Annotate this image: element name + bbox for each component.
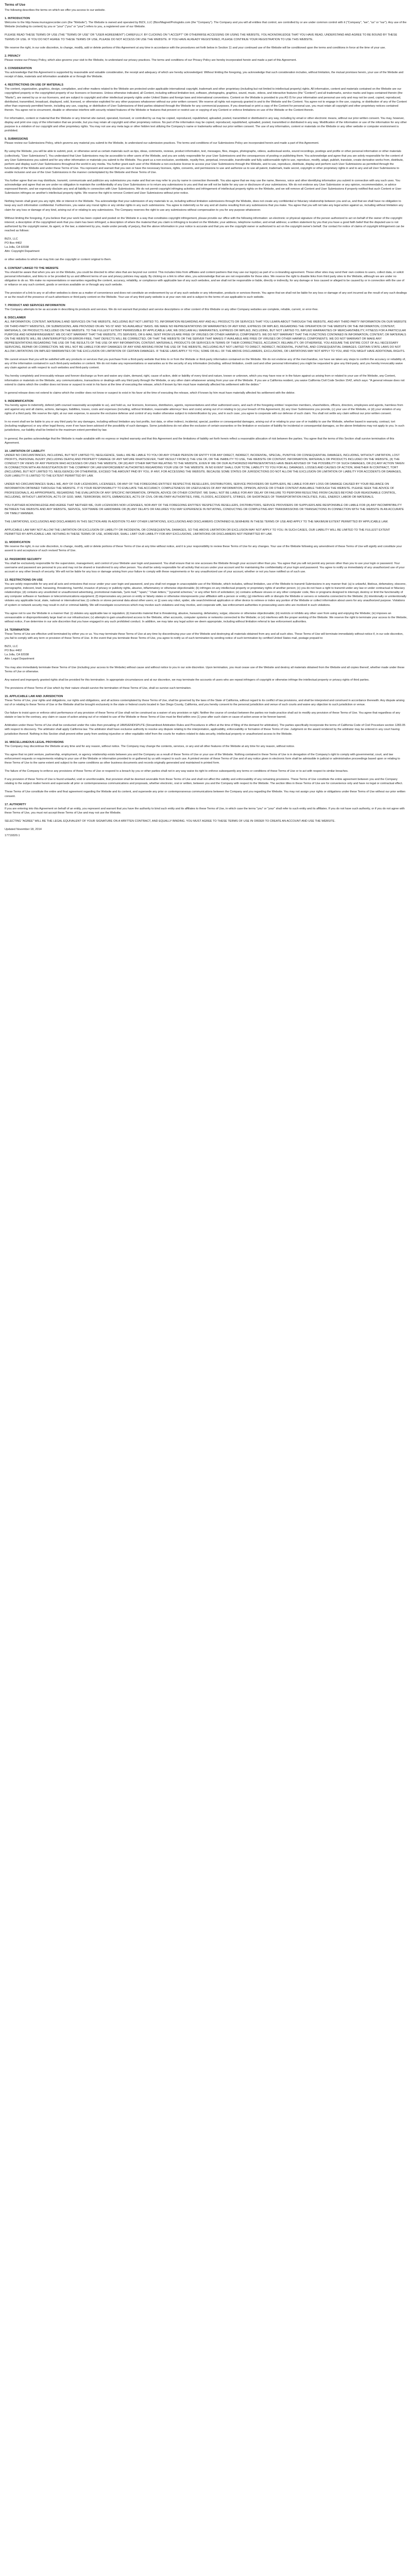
paragraph: You acknowledge that this Agreement is supported by reasonable and valuable consideration, the receipt and adequacy of which are hereby acknowledged. Without limiting the foregoing, you acknowledge that such consideration includes, without limitation, the mutual promises herein, your use of the Website and receipt of data, materials and information available at or through the Website. — [5, 71, 404, 79]
section-heading: 13. RESTRICTIONS ON USE — [5, 578, 43, 582]
paragraph: If you are entering into this Agreement on behalf of an entity, you represent and warrant that you have the authority to bind such entity and its affiliates to these Terms of Use, in which case the terms "you" or "your" shall refer to such entity and its affiliates. If you do not have such authority, or if you do not agree with these Terms of Use, you must not accept these Terms of Use and may not use the Website. — [5, 807, 405, 815]
paragraph: By using the Website, you will be able to submit, post, or otherwise send us certain materials such as tips, ideas, comments, reviews, product information, text, messages, files, images, photographs, videos, audiovisual works, sound recordings, postings and profile or other personal information or other materials (collectively, "User Submissions"). You understand that User Submissions may be accessible to other users of the Website, and you are solely responsible for your User Submissions and the consequences of posting or publishing them. You acknowledge and agree that you are solely responsible for the content of any User Submissions you submit and for any other information or materials you submit to the Website. You grant us a non-exclusive, worldwide, royalty-free, perpetual, irrevocable, transferable and fully sublicensable right to use, reproduce, modify, adapt, publish, translate, create derivative works from, distribute, perform and display such User Submissions throughout the world in any media. You further grant each user of the Website a non-exclusive license to access your User Submissions through the Website, and to use, reproduce, distribute, display and perform such User Submissions as permitted through the functionality of the Website and under these Terms of Use. You represent and warrant that you own or have the necessary licenses, rights, consents, and permissions to use and authorize us to use all patent, trademark, trade secret, copyright or other proprietary rights in and to any and all User Submissions to enable inclusion and use of the User Submissions in the manner contemplated by the Website and these Terms of Use. — [5, 150, 404, 174]
paragraph: ALL INFORMATION, CONTENT, MATERIALS AND SERVICES ON THE WEBSITE, INCLUDING BUT NOT LIMITED TO, INFORMATION REGARDING ANY AND ALL PRODUCTS OR SERVICES THAT YOU LEARN ABOUT THROUGH THE WEBSITE, AND ANY THIRD PARTY INFORMATION ON OUR WEBSITE OR THIRD-PARTY WEBSITES, OR SUBMISSIONS, ARE PROVIDED ON AN "AS IS" AND "AS AVAILABLE" BASIS. WE MAKE NO REPRESENTATIONS OR WARRANTIES OF ANY KIND, EXPRESS OR IMPLIED, REGARDING THE OPERATION OF THE WEBSITE OR THE INFORMATION, CONTENT, MATERIALS, OR PRODUCTS INCLUDED ON THE WEBSITE. TO THE FULLEST EXTENT PERMISSIBLE BY APPLICABLE LAW, WE DISCLAIM ALL WARRANTIES, EXPRESS OR IMPLIED, INCLUDING, BUT NOT LIMITED TO, IMPLIED WARRANTIES OF MERCHANTABILITY, FITNESS FOR A PARTICULAR PURPOSE AND NONINFRINGEMENT. WE DO NOT WARRANT THAT THE WEBSITE, ITS SERVERS, OR E-MAIL SENT FROM US ARE FREE OF VIRUSES OR OTHER HARMFUL COMPONENTS. WE DO NOT WARRANT THAT THE FUNCTIONS CONTAINED IN INFORMATION, CONTENT, OR MATERIALS ON THE WEBSITE WILL BE UNINTERRUPTED OR ERROR-FREE, THAT DEFECTS WILL BE CORRECTED, OR THAT THE WEBSITE OR THE SERVER THAT MAKES IT AVAILABLE ARE FREE OF VIRUSES OR OTHER HARMFUL COMPONENTS. WE DO NOT WARRANT OR MAKE ANY REPRESENTATIONS REGARDING THE USE OR THE RESULTS OF THE USE OF ANY INFORMATION, CONTENT, MATERIALS, PRODUCTS OR SERVICES IN TERMS OF THEIR CORRECTNESS, ACCURACY, RELIABILITY, OR OTHERWISE. YOU ASSUME THE ENTIRE COST OF ALL NECESSARY SERVICING, REPAIR OR CORRECTION. WE WILL NOT BE LIABLE FOR ANY DAMAGES OF ANY KIND ARISING FROM THE USE OF THE WEBSITE, INCLUDING BUT NOT LIMITED TO DIRECT, INDIRECT, INCIDENTAL, PUNITIVE, AND CONSEQUENTIAL DAMAGES. CERTAIN STATE LAWS DO NOT ALLOW LIMITATIONS ON IMPLIED WARRANTIES OR THE EXCLUSION OR LIMITATION OF CERTAIN DAMAGES. IF THESE LAWS APPLY TO YOU, SOME OR ALL OF THE ABOVE DISCLAIMERS, EXCLUSIONS, OR LIMITATIONS MAY NOT APPLY TO YOU, AND YOU MIGHT HAVE ADDITIONAL RIGHTS. — [5, 320, 407, 353]
section-heading: 3. CONSIDERATION — [5, 66, 32, 70]
section-heading: 15. APPLICABLE LAW AND JURISDICTION — [5, 694, 63, 698]
address-line: PO Box 4402 — [5, 649, 22, 653]
paragraph: You hereby agree to indemnify, defend (with counsel reasonably acceptable to us), and hold us, our licensors, licensees, distributors, agents, representatives and other authorized users, and each of the foregoing entities' respective members, shareholders, officers, directors, employees and agents, harmless from and against any and all claims, actions, damages, liabilities, losses, costs and expenses (including, without limitation, reasonable attorneys' fees and costs) arising out of or relating to (a) your breach of this Agreement, (b) any User Submissions you provide, (c) your use of the Website, or (d) your violation of any rights of a third party. We reserve the right, at our own expense, to assume the exclusive defense and control of any matter otherwise subject to indemnification by you, and in such case, you agree to cooperate with our defense of such claim. You shall not settle any claim without our prior written consent. — [5, 403, 403, 416]
paragraph: In general, the parties acknowledge that the Website is made available with no express or implied warranty and that this Agreement and the limitations of liability set forth herein reflect a reasonable allocation of risk between the parties. You agree that the terms of this Section shall survive termination of this Agreement. — [5, 437, 394, 445]
paragraph: These Terms of Use are effective until terminated by either you or us. You may terminate these Terms of Use at any time by discontinuing your use of the Website and destroying all materials obtained from any and all such sites. These Terms of Use will terminate immediately without notice if, in our sole discretion, you fail to comply with any term or provision of these Terms of Use. In the event that you terminate these Terms of Use, you agree to notify us of such termination by sending notice of such termination by certified United States mail, postage prepaid to: — [5, 632, 404, 640]
paragraph: You may also immediately terminate these Terms of Use (including your access to the Website) without cause and without notice to you in our sole discretion. Upon termination, you must cease use of the Website and destroy all materials obtained from the Website and all copies thereof, whether made under these Terms of Use or otherwise. — [5, 666, 405, 673]
section-heading: 9. INDEMNIFICATION — [5, 399, 33, 403]
section-heading: 4. RESTRICTIONS ON USE OF MATERIALS — [5, 83, 63, 87]
paragraph: YOU FURTHER ACKNOWLEDGE AND AGREE THAT NEITHER WE, OUR LICENSORS NOR LICENSEES, NOR ANY OF THE FOREGOING ENTITIES' RESPECTIVE RESELLERS, DISTRIBUTORS, SERVICE PROVIDERS OR SUPPLIERS ARE RESPONSIBLE OR LIABLE FOR (A) ANY INCOMPATIBILITY BETWEEN THE WEBSITE AND ANY WEBSITE, SERVICE, SOFTWARE OR HARDWARE OR (B) ANY DELAYS OR FAILURES YOU MAY EXPERIENCE IN INITIATING, CONDUCTING OR COMPLETING ANY TRANSMISSIONS OR TRANSACTIONS IN CONNECTION WITH THE WEBSITE IN AN ACCURATE OR TIMELY MANNER. — [5, 503, 404, 515]
paragraph: PLEASE READ THESE TERMS OF USE (THE "TERMS OF USE" OR "USER AGREEMENT") CAREFULLY. BY CLICKING ON "I ACCEPT" OR OTHERWISE ACCESSING OR USING THE WEBSITE, YOU ACKNOWLEDGE THAT YOU HAVE READ, UNDERSTAND AND AGREE TO BE BOUND BY THESE TERMS OF USE. IF YOU DO NOT AGREE TO THESE TERMS OF USE, PLEASE DO NOT ACCESS OR USE THE WEBSITE. IF YOU HAVE ALREADY REGISTERED, PLEASE CONTINUE YOUR REGISTRATION TO USE THIS WEBSITE. — [5, 33, 398, 41]
paragraph: The failure of the Company to enforce any provisions of these Terms of Use or respond to a breach by you or other parties shall not in any way waive its right to enforce subsequently any terms or conditions of these Terms of Use or to act with respect to similar breaches. — [5, 770, 349, 773]
paragraph: The Company attempts to be as accurate in describing its products and services. We do not warrant that product and service descriptions or other content of this Website or any other Company websites are complete, reliable, current, or error-free. — [5, 308, 319, 312]
section-heading: 10. LIMITATION OF LIABILITY — [5, 449, 45, 453]
paragraph: Any waived and improperly granted rights shall be provided for this termination. In appropriate circumstances and at our discretion, we may terminate the accounts of users who are repeat infringers of copyright or otherwise infringe the intellectual property or privacy rights of third parties. — [5, 678, 370, 682]
mailing-address — [5, 237, 407, 253]
section-heading: 1. INTRODUCTION — [5, 17, 30, 21]
paragraph: Our failure to insist upon or enforce strict performance of any provision of these Terms of Use shall not be construed as a waiver of any provision or right. Neither the course of conduct between the parties nor trade practice shall act to modify any provision of these Terms of Use. You agree that regardless of any statute or law to the contrary, any claim or cause of action arising out of or related to use of the Website or these Terms of Use must be filed within one (1) year after such claim or cause of action arose or be forever barred. — [5, 711, 401, 719]
section-heading: 2. PRIVACY — [5, 54, 21, 58]
section-heading: 11. MODIFICATION — [5, 541, 30, 545]
paragraph: You should be aware that when you are on the Website, you could be directed to other sites that are beyond our control. This includes links from affiliates and content partners that may use our logo(s) as part of a co-branding agreement. These other sites may send their own cookies to users, collect data, or solicit personal information, and links to or be provided by us and different terms of use and privacy policies may apply. By clicking on a link to other sites, you acknowledge that we are not responsible for those sites. We reserve the right to disable links from third party sites to the Website, although we are under no obligation to do so. We make no representations or warranties regarding the content, accuracy, reliability, or compliance with applicable law of any such websites, and we shall not be responsible or liable, directly or indirectly, for any damage or loss caused or alleged to be caused by or in connection with the use of or reliance on any such content, goods or services available on or through any such website. — [5, 270, 404, 286]
paragraph: These Terms of Use constitute the entire and final agreement regarding the Website and its content, and supersede any prior or contemporaneous communications between the Company and you regarding the Website. You may not assign your rights or obligations under these Terms of Use without our prior written consent. — [5, 790, 406, 798]
paragraph: We reserve the right, in our sole discretion, to change, modify, add or delete portions of these Terms of Use at any time without notice, and it is your responsibility to review these Terms of Use for any changes. Your use of the Website following any amendment of these Terms of Use will signify and constitute your assent to and acceptance of such revised Terms of Use. — [5, 545, 402, 553]
address-line: La Jolla, CA 92038 — [5, 653, 29, 657]
address-line: PO Box 4402 — [5, 242, 22, 245]
paragraph: Please review our Privacy Policy, which also governs your visit to the Website, to understand our privacy practices. The terms and conditions of our Privacy Policy are hereby incorporated herein and made a part of this Agreement. — [5, 58, 297, 62]
paragraph: APPLICABLE LAW MAY NOT ALLOW THE LIMITATION OR EXCLUSION OF LIABILITY OR INCIDENTAL OR CONSEQUENTIAL DAMAGES, SO THE ABOVE LIMITATION OR EXCLUSION MAY NOT APPLY TO YOU. IN SUCH CASES, OUR LIABILITY WILL BE LIMITED TO THE FULLEST EXTENT PERMITTED BY APPLICABLE LAW. NOTHING IN THESE TERMS OF USE, HOWEVER, SHALL LIMIT OUR LIABILITY FOR ANY EXCLUSIONS, LIMITATIONS OR DISCLAIMERS NOT PERMITTED BY LAW. — [5, 529, 390, 536]
document-footer-line: Updated November 18, 2014 — [5, 827, 42, 831]
address-line: La Jolla, CA 92038 — [5, 246, 29, 249]
section-heading: 17. AUTHORITY — [5, 803, 26, 806]
paragraph: We reserve the right, in our sole discretion, to change, modify, add or delete portions of this Agreement at any time in accordance with the procedures set forth below in Section 11 and your continued use of the Website will be conditioned upon the terms and conditions in force at the time of your use. — [5, 46, 386, 49]
paragraph: The content, organization, graphics, design, compilation, and other matters related to the Website are protected under applicable international copyright, trademark and other proprietary (including but not limited to intellectual property) rights. All information, content and materials contained on the Website are our copyrighted property or the copyrighted property of our licensors or licensees. Unless otherwise indicated, all Content, including without limitation text, software, photographs, graphics, sound, music, videos, and interactive features (the "Content") and all trademarks, service marks and logos contained therein (the "Marks"), are owned by us or our licensors, and are subject to copyright and other intellectual property rights under United States and foreign laws and international conventions. Content on the Website is provided to you AS IS for your information and personal use only and may not be used, copied, reproduced, distributed, transmitted, broadcast, displayed, sold, licensed, or otherwise exploited for any other purposes whatsoever without our prior written consent. We reserve all rights not expressly granted in and to the Website and the Content. You agree not to engage in the use, copying, or distribution of any of the Content other than expressly permitted herein, including any use, copying, or distribution of User Submissions of third parties obtained through the Website for any commercial purposes. If you download or print a copy of the Content for personal use, you must retain all copyright and other proprietary notices contained therein. You agree not to circumvent, disable or otherwise interfere with security related features of the Website or features that prevent or restrict use or copying of any Content or enforce limitations on use of the Website or the Content therein. — [5, 88, 407, 112]
paragraph: Nothing herein shall grant you any right, title or interest in the Website. You acknowledge that your submission of any materials to us, including without limitation submissions through the Website, does not create any confidential or fiduciary relationship between you and us, and that we shall have no obligation to keep any such information confidential. Furthermore, you waive any moral rights or any similar rights in any such submissions. You agree to indemnify us for any and all claims resulting from any submissions that you make. You agree that you will not take any legal action against us, including without limitation any claim for any loss or damage of any kind, arising out of or relating to any submissions. The Company reserves the right to use any submissions without compensation to you for any purpose whatsoever. — [5, 200, 403, 212]
document-body — [5, 8, 407, 838]
address-line: BIZX, LLC — [5, 238, 18, 241]
paragraph: You further agree that we may distribute, transmit, communicate and publicize any submissions you make and that we may refer to you by name in connection therewith. You also agree that we may use the name, likeness, voice and other identifying information you submit in connection with any such uses. You acknowledge and agree that we are under no obligation to maintain the confidentiality of any User Submissions or to return any submissions to you and that we will not be liable for any use or disclosure of your submissions. We do not endorse any User Submission or any opinion, recommendation, or advice expressed therein, and we expressly disclaim any and all liability in connection with User Submissions. We do not permit copyright infringing activities and infringement of intellectual property rights on the Website, and we will remove all Content and User Submissions if properly notified that such Content or User Submission infringes on another's intellectual property rights. We reserve the right to remove Content and User Submissions without prior notice. — [5, 179, 402, 195]
document-footer-line: 17719320.1 — [5, 834, 20, 838]
paragraph: SELECTING "AGREE" WILL BE THE LEGAL EQUIVALENT OF YOUR SIGNATURE ON A WRITTEN CONTRACT, AND EQUALLY BINDING. YOU MUST AGREE TO THESE TERMS OF USE IN ORDER TO CREATE AN ACCOUNT AND USE THE WEBSITE. — [5, 819, 335, 823]
paragraph: Arbitration under these Terms of Use shall be conducted under the rules then prevailing of JAMS/ENDISPUTE (Streamlined Arbitration Rules and Procedures in effect at the time of filing of the demand for arbitration). The parties specifically incorporate the terms of California Code of Civil Procedure section 1283.05 with respect to discovery. The arbitrator shall apply California law. The arbitrator shall have exclusive authority to resolve any dispute relating to the interpretation, applicability, enforceability or formation of these Terms of Use. Judgment on the award rendered by the arbitrator may be entered in any court having jurisdiction thereof. Nothing in this Section shall prevent either party from seeking injunctive or other equitable relief from the courts for matters related to data security, intellectual property or unauthorized access to the Website. — [5, 724, 405, 736]
paragraph: or other websites to which we may link can the copyright or content original to them. — [5, 258, 112, 262]
paragraph: If any provision of these Terms of Use is found unlawful, void or unenforceable, that provision shall be deemed severable from these Terms of Use and shall not affect the validity and enforceability of any remaining provisions. These Terms of Use constitute the entire agreement between you and the Company relating to the subject matter herein and supersede all prior or contemporaneous communications and proposals, whether electronic, oral or written, between you and the Company with respect to the Website. The section titles in these Terms of Use are for convenience only and have no legal or contractual effect. — [5, 778, 403, 786]
paragraph: You are solely responsible for any and all acts and omissions that occur under your user login and password, and you shall not engage in unacceptable use of the Website, which includes, without limitation, use of the Website to transmit Submissions in any manner that: (a) is unlawful, libelous, defamatory, obscene, pornographic, indecent, lewd, harassing, threatening, harmful, invasive of privacy or publicity rights, abusive, inflammatory or otherwise objectionable; (b) infringes on any intellectual property or proprietary rights of another person; (c) you do not have a right to transmit under any law or under contractual or fiduciary relationships; (d) contains any unsolicited or unauthorized advertising, promotional materials, "junk mail," "spam," "chain letters," "pyramid schemes," or any other form of solicitation; (e) contains software viruses or any other computer code, files or programs designed to interrupt, destroy or limit the functionality of any computer software or hardware or telecommunications equipment; (f) impersonates any person or entity or falsely states or otherwise misrepresents your affiliation with a person or entity; (g) interferes with or disrupts the Website or servers or networks connected to the Website; (h) intentionally or unintentionally violates any applicable local, state, national or international law; (i) collects or stores personal data about other users; or (j) uses any robot, spider, site search/retrieval application or other device to retrieve or index any portion of the Website or collect information about users for any unauthorized purpose. Violations of system or network security may result in civil or criminal liability. We will investigate occurrences which may involve such violations and may involve, and cooperate with, law enforcement authorities in prosecuting users who are involved in such violations. — [5, 583, 407, 607]
paragraph: The provision of a link to any or all other websites is done as a matter of convenience and does not constitute an endorsement by us of any such website or any information, products or services therein. You agree that we shall not be liable for any loss or damage of any sort incurred as the result of any such dealings or as the result of the presence of such advertisers or third party content on the Website. Your use of any third party website is at your own risk and is subject to the terms of use applicable to such website. — [5, 291, 407, 299]
paragraph: The following describes the terms on which we offer you access to our website. — [5, 9, 106, 12]
paragraph: We cannot ensure that you will be satisfied with any products or services that you purchase from a third-party website that links to or from the Website or third-party information contained on the Website. We do not endorse any of the merchandise, nor have we taken any steps to confirm the accuracy or reliability of, any of the information contained in such third-party websites or content. We do not make any representations or warranties as to the security of any information (including, without limitation, credit card and other personal information) you might be requested to give any third-party, and you hereby irrevocably waive any claim against us with respect to such websites and third-party content. — [5, 358, 406, 370]
section-heading: 5. SUBMISSIONS — [5, 138, 28, 141]
address-line: Attn: Copyright Department — [5, 250, 40, 253]
paragraph: You agree not to use the Website in a manner that: (i) violates any applicable law or regulation; (ii) transmits material that is threatening, abusive, harassing, defamatory, vulgar, obscene or otherwise objectionable; (iii) restricts or inhibits any other user from using and enjoying the Website; (iv) imposes an unreasonable or disproportionately large load on our infrastructure; (v) attempts to gain unauthorized access to the Website, other accounts, computer systems or networks connected to the Website; or (vi) interferes with the proper working of the Website. We reserve the right to terminate your access to the Website, without notice, if we determine in our sole discretion that you have engaged in any such prohibited conduct. In addition, we may take any legal action we deem appropriate, including without limitation referral to law enforcement authorities. — [5, 612, 407, 623]
paragraph: THE LIMITATIONS, EXCLUSIONS AND DISCLAIMERS IN THIS SECTION ARE IN ADDITION TO ANY OTHER LIMITATIONS, EXCLUSIONS AND DISCLAIMERS CONTAINED ELSEWHERE IN THESE TERMS OF USE AND APPLY TO THE MAXIMUM EXTENT PERMITTED BY APPLICABLE LAW. — [5, 520, 388, 523]
paragraph: In no event shall we be liable to you or any third party for any damages, including without limitation any lost profits, lost data, or other indirect, incidental, special, punitive or consequential damages, arising out of or relating to your use of or inability to use the Website, whether based in warranty, contract, tort (including negligence) or any other legal theory, even if we have been advised of the possibility of such damages. Some jurisdictions do not allow the exclusion of certain warranties or the limitation or exclusion of liability for incidental or consequential damages, so the above limitations may not apply to you. In such jurisdictions, our liability shall be limited to the maximum extent permitted by law. — [5, 420, 404, 432]
section-heading: 12. PASSWORD SECURITY — [5, 557, 42, 561]
address-line: BIZX, LLC — [5, 645, 18, 649]
paragraph: In general release does not extend to claims which the creditor does not know or suspect to exist in his favor at the time of executing the release, which if known by him must have materially affected his settlement with the debtor. — [5, 391, 295, 395]
document-title: Terms of Use — [5, 3, 26, 7]
terms-document — [0, 0, 412, 846]
paragraph: UNDER NO CIRCUMSTANCES, INCLUDING, BUT NOT LIMITED TO, NEGLIGENCE, SHALL WE BE LIABLE TO YOU OR ANY OTHER PERSON OR ENTITY FOR ANY DIRECT, INDIRECT, INCIDENTAL, SPECIAL, PUNITIVE OR CONSEQUENTIAL DAMAGES, INCLUDING, WITHOUT LIMITATION, LOST PROFITS, PERSONAL INJURY (INCLUDING DEATH) AND PROPERTY DAMAGE OF ANY NATURE WHATSOEVER, THAT RESULT FROM (I) THE USE OF, OR THE INABILITY TO USE, THE WEBSITE OR CONTENT, INFORMATION, MATERIALS OR PRODUCTS INCLUDED ON THE WEBSITE, (II) THE CONDUCT OR VIEWS OF ANY PERSON WHO ACCESSES OR USES THE WEBSITE, OR (III) ANY OTHER MATTER RELATING TO THE WEBSITE, EVEN IF WE OR OUR AUTHORIZED REPRESENTATIVES HAVE BEEN ADVISED OF THE POSSIBILITY OF SUCH DAMAGES, OR (IV) ANY ACTION TAKEN IN CONNECTION WITH AN INVESTIGATION BY THE COMPANY OR LAW ENFORCEMENT AUTHORITIES REGARDING YOUR USE OF THE WEBSITE. IN NO EVENT SHALL OUR TOTAL LIABILITY TO YOU FOR ALL DAMAGES, LOSSES AND CAUSES OF ACTION, WHETHER IN CONTRACT, TORT (INCLUDING, BUT NOT LIMITED TO, NEGLIGENCE) OR OTHERWISE, EXCEED THE AMOUNT PAID BY YOU, IF ANY, FOR ACCESSING THE WEBSITE. BECAUSE SOME STATES OR JURISDICTIONS DO NOT ALLOW THE EXCLUSION OR LIMITATION OF LIABILITY FOR ACCIDENTS OR DAMAGES, OUR LIABILITY IS LIMITED TO THE EXTENT PERMITTED BY LAW. — [5, 453, 404, 478]
paragraph: For information, content or material that the Website or any Internet site owned, operated, licensed, or controlled by us may be copied, reproduced, republished, uploaded, posted, transmitted or distributed in any way, including by email or other electronic means, without our prior written consent. You may, however, display and print one copy of the information that we provide, but you may retain all copyright and other proprietary notices. No part of the information may be copied, reproduced, republished, uploaded, posted, transmitted or distributed in any way. Modification of the information or use of the information for any other purpose is a violation of our copyright and other proprietary rights. You may not use any meta tags or other hidden text utilizing the Company's name or trademarks without our prior written consent. The use of any information, content or materials on the Website or any other website or computer environment is prohibited. — [5, 116, 407, 133]
paragraph: These Terms of Use, your rights and obligations, our rights and obligations, and all actions contemplated by these Terms of Use, shall be governed by the laws of the State of California, without regard to its conflict of law provisions, and shall be interpreted and construed in accordance therewith. Any dispute arising out of or relating to these Terms of Use or the Website shall be brought exclusively in the state or federal courts located in San Diego County, California, and you hereby consent to the personal jurisdiction and venue of such courts and waive any objection to such jurisdiction or venue. — [5, 699, 405, 707]
paragraph: UNDER NO CIRCUMSTANCES SHALL WE, ANY OF OUR LICENSORS, LICENSEES, OR ANY OF THE FOREGOING ENTITIES' RESPECTIVE RESELLERS, DISTRIBUTORS, SERVICE PROVIDERS OR SUPPLIERS, BE LIABLE FOR ANY LOSS OR DAMAGE CAUSED BY YOUR RELIANCE ON INFORMATION OBTAINED THROUGH THE WEBSITE. IT IS YOUR RESPONSIBILITY TO EVALUATE THE ACCURACY, COMPLETENESS OR USEFULNESS OF ANY INFORMATION, OPINION, ADVICE OR OTHER CONTENT AVAILABLE THROUGH THE WEBSITE. PLEASE SEEK THE ADVICE OF PROFESSIONALS, AS APPROPRIATE, REGARDING THE EVALUATION OF ANY SPECIFIC INFORMATION, OPINION, ADVICE OR OTHER CONTENT. WE SHALL NOT BE LIABLE FOR ANY DELAY OR FAILURE TO PERFORM RESULTING FROM CAUSES BEYOND OUR REASONABLE CONTROL, INCLUDING, WITHOUT LIMITATION, ACTS OF GOD, WAR, TERRORISM, RIOTS, EMBARGOES, ACTS OF CIVIL OR MILITARY AUTHORITIES, FIRE, FLOODS, ACCIDENTS, STRIKES, OR SHORTAGES OF TRANSPORTATION FACILITIES, FUEL, ENERGY, LABOR OR MATERIALS. — [5, 483, 397, 499]
section-heading: 6. CONTENT LINKED TO THE WEBSITE — [5, 266, 59, 270]
paragraph: You hereby completely and irrevocably release and forever discharge us from and waive any claim, demand, right, cause of action, debt or liability of every kind and nature, known or unknown, which you may have now or in the future against us arising from or related to your use of the Website, any Content, information or materials on the Website, any communications, transactions or dealings with any third party through the Website, or any other claim whatsoever arising from your use of the Website. If you are a California resident, you waive California Civil Code Section 1542, which says: "A general release does not extend to claims which the creditor does not know or suspect to exist in his favor at the time of executing the release, which if known by him must have materially affected his settlement with the debtor." — [5, 375, 405, 386]
paragraph: The Company may discontinue the Website at any time and for any reason, without notice. The Company may change the contents, services, or any and all other features of the Website at any time for any reason, without notice. — [5, 744, 295, 748]
section-heading: 14. TERMINATION — [5, 628, 29, 632]
paragraph: Please review our Submissions Policy, which governs any material you submit to the Website, to understand our submission practices. The terms and conditions of our Submissions Policy are incorporated herein and made a part of this Agreement. — [5, 142, 319, 145]
paragraph: You agree that no joint venture, partnership, employment, or agency relationship exists between you and the Company as a result of these Terms of Use or your use of the Website. Nothing contained in these Terms of Use is in derogation of the Company's right to comply with governmental, court, and law enforcement requests or requirements relating to your use of the Website or information provided to or gathered by us with respect to such use. A printed version of these Terms of Use and of any notice given in electronic form shall be admissible in judicial or administrative proceedings based upon or relating to these Terms of Use to the same extent and subject to the same conditions as other business documents and records originally generated and maintained in printed form. — [5, 753, 400, 765]
section-heading: 8. DISCLAIMER — [5, 316, 26, 320]
section-heading: 16. MISCELLANEOUS LEGAL PROVISIONS — [5, 740, 64, 744]
paragraph: Welcome to the http://www.murrayprecorder.com (the "Website"). The Website is owned and operated by BIZX, LLC (Bizx/Magnet/Prologistix.com (the "Company"). The Company and you will all entities that control, are controlled by or are under common control with it ("Company", "we", "us" or "our"). Any use of the Website (including its content) by you or "your" ("you" or "your") refers to you, a registered user of our Website. — [5, 21, 407, 29]
mailing-address — [5, 645, 407, 661]
paragraph: The provisions of these Terms of Use which by their nature should survive the termination of these Terms of Use, shall so survive such termination. — [5, 686, 192, 690]
address-line: Attn: Legal Department — [5, 657, 35, 661]
paragraph: Without limiting the foregoing, if you believe that your work has been copied and posted on the Website in a way that constitutes copyright infringement, please provide our office with the following information: an electronic or physical signature of the person authorized to act on behalf of the owner of the copyright interest; a description of the copyrighted work that you claim has been infringed; a description of where the material that you claim is infringing is located on the Website; your address, telephone number, and email address; a written statement by you that you have a good faith belief that the disputed use is not authorized by the copyright owner, its agent, or the law; a statement by you, made under penalty of perjury, that the above information in your notice is accurate and that you are the copyright owner or authorized to act on the copyright owner's behalf. Our contact for notice of claims of copyright infringement can be reached as follows: — [5, 216, 404, 232]
paragraph: You shall be exclusively responsible for the supervision, management, and control of your Website user login and password. You shall ensure that no one accesses the Website through your account other than you. You agree that you will not permit any person other than you to use your login or password. Your username and password are personal to you and may not be shared or transferred to any other person. You shall be solely responsible for all activity that occurs under your account and for maintaining the confidentiality of your login and password. You agree to notify us immediately of any unauthorized use of your account or any other breach of security. We will not be liable for any loss or damage arising from your failure to comply with these requirements or for any unauthorized use of your account, whether or not you have notified us of such use. — [5, 562, 405, 573]
section-heading: 7. PRODUCT AND SERVICES INFORMATION — [5, 304, 65, 308]
